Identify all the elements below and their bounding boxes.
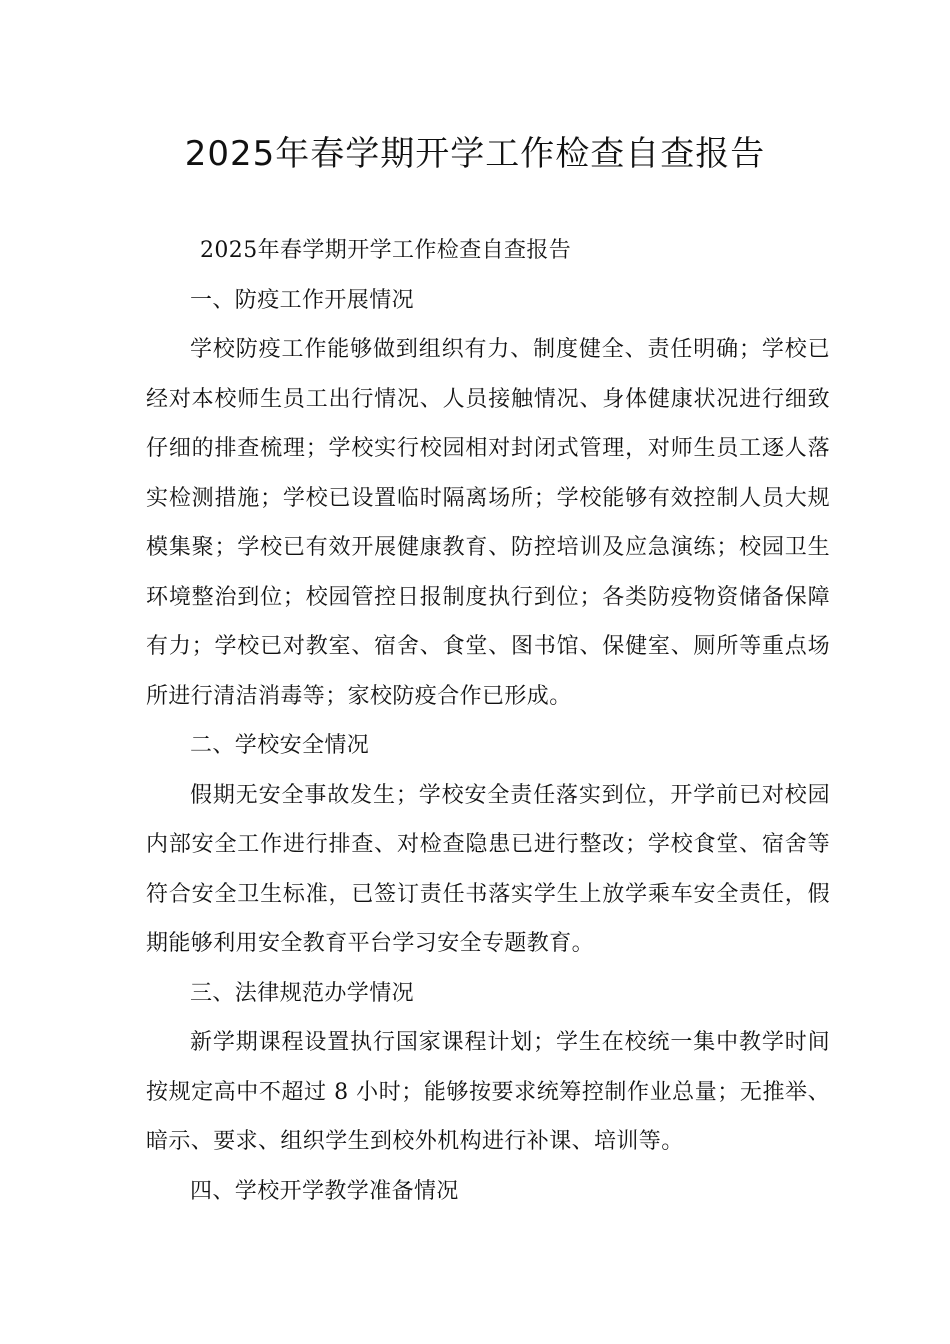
section-heading-epidemic: 一、防疫工作开展情况 — [190, 287, 415, 313]
report-subtitle: 2025年春学期开学工作检查自查报告 — [200, 238, 572, 263]
section-heading-teaching: 四、学校开学教学准备情况 — [190, 1178, 459, 1204]
document-title: 2025年春学期开学工作检查自查报告 — [184, 134, 766, 174]
paragraph-legal: 新学期课程设置执行国家课程计划；学生在校统一集中教学时间按规定高中不超过 8 小时；能够按要求统筹控制作业总量；无推举、暗示、要求、组织学生到校外机构进行补课、培训等。 — [146, 1030, 830, 1154]
paragraph-safety: 假期无安全事故发生；学校安全责任落实到位，开学前已对校园内部安全工作进行排查、对检查隐患已进行整改；学校食堂、宿舍等符合安全卫生标准，已签订责任书落实学生上放学乘车安全责任，假期能够利用安全教育平台学习安全专题教育。 — [146, 782, 830, 956]
document-body — [146, 226, 830, 1216]
section-heading-legal: 三、法律规范办学情况 — [190, 980, 415, 1006]
paragraph-epidemic: 学校防疫工作能够做到组织有力、制度健全、责任明确；学校已经对本校师生员工出行情况、人员接触情况、身体健康状况进行细致仔细的排查梳理；学校实行校园相对封闭式管理，对师生员工逐人落实检测措施；学校已设置临时隔离场所；学校能够有效控制人员大规模集聚；学校已有效开展健康教育、防控培训及应急演练；校园卫生环境整治到位；校园管控日报制度执行到位；各类防疫物资储备保障有力；学校已对教室、宿舍、食堂、图书馆、保健室、厕所等重点场所进行清洁消毒等；家校防疫合作已形成。 — [146, 337, 830, 709]
section-heading-safety: 二、学校安全情况 — [190, 733, 370, 758]
